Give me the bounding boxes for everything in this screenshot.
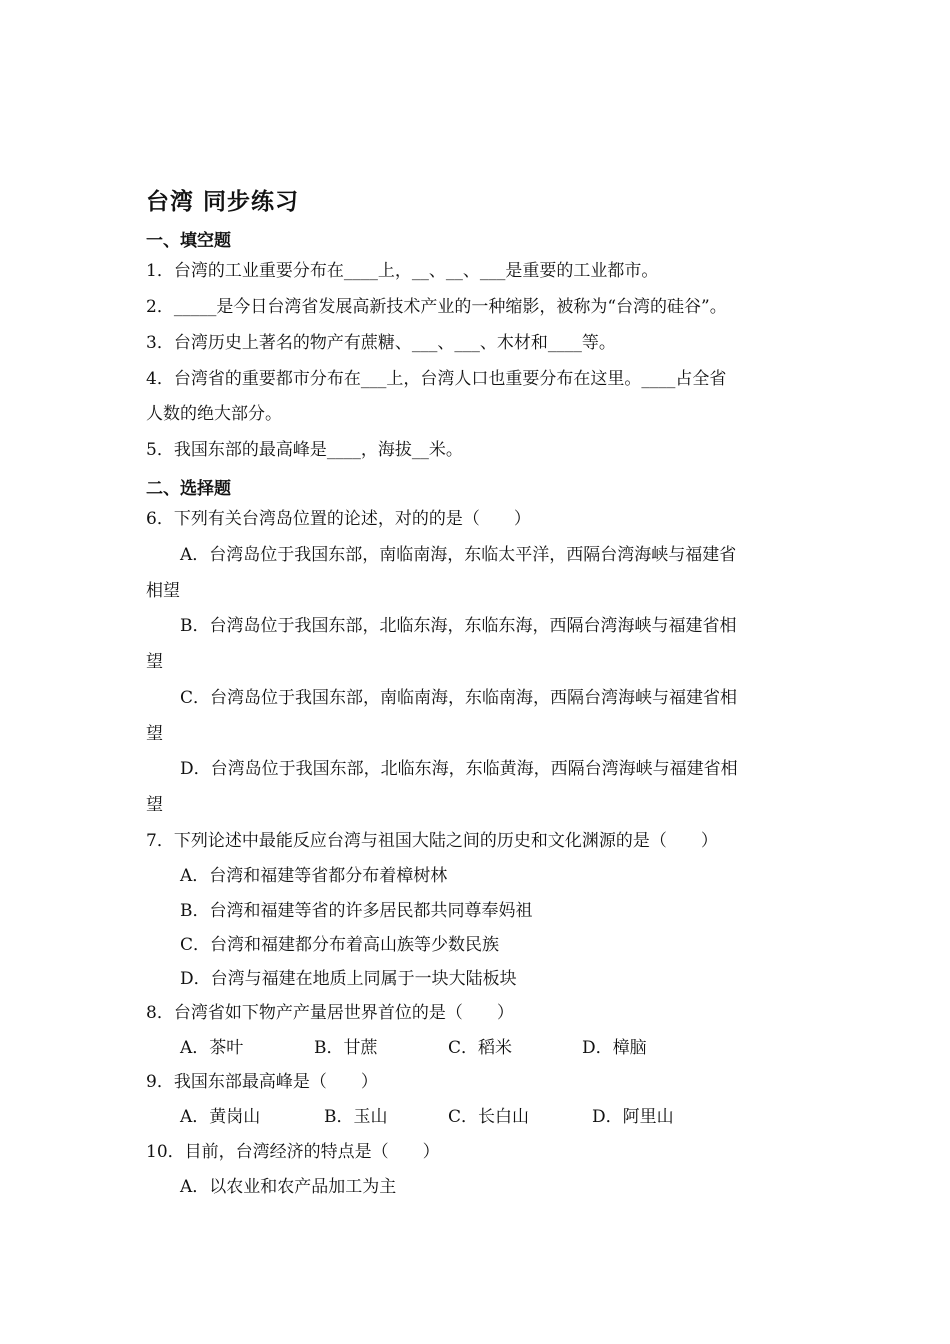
question-6-option-b-cont: 望 bbox=[146, 652, 163, 672]
question-9-options bbox=[180, 1105, 850, 1129]
question-8-option-d: D．樟脑 bbox=[582, 1038, 647, 1058]
question-6-option-b: B．台湾岛位于我国东部，北临东海，东临东海，西隔台湾海峡与福建省相 bbox=[180, 616, 737, 636]
question-6-option-c-cont: 望 bbox=[146, 724, 163, 744]
question-6-option-d: D．台湾岛位于我国东部，北临东海，东临黄海，西隔台湾海峡与福建省相 bbox=[180, 759, 738, 779]
question-6-option-c: C．台湾岛位于我国东部，南临南海，东临南海，西隔台湾海峡与福建省相 bbox=[180, 688, 738, 708]
question-8-option-c: C．稻米 bbox=[448, 1038, 513, 1058]
question-9: 9．我国东部最高峰是（ ） bbox=[146, 1072, 378, 1092]
question-5: 5．我国东部的最高峰是____，海拔__米。 bbox=[146, 440, 463, 460]
question-7-option-d: D．台湾与福建在地质上同属于一块大陆板块 bbox=[180, 969, 517, 989]
question-6-option-d-cont: 望 bbox=[146, 795, 163, 815]
question-4-line-1: 4．台湾省的重要都市分布在___上，台湾人口也重要分布在这里。____占全省 bbox=[146, 369, 727, 389]
question-3: 3．台湾历史上著名的物产有蔗糖、___、___、木材和____等。 bbox=[146, 333, 616, 353]
question-4-line-2: 人数的绝大部分。 bbox=[146, 404, 282, 424]
page-title: 台湾 同步练习 bbox=[146, 189, 300, 215]
question-6-option-a-cont: 相望 bbox=[146, 581, 180, 601]
question-7: 7．下列论述中最能反应台湾与祖国大陆之间的历史和文化渊源的是（ ） bbox=[146, 831, 718, 851]
question-6: 6．下列有关台湾岛位置的论述，对的的是（ ） bbox=[146, 509, 531, 529]
question-7-option-a: A．台湾和福建等省都分布着樟树林 bbox=[180, 866, 448, 886]
question-8: 8．台湾省如下物产产量居世界首位的是（ ） bbox=[146, 1003, 514, 1023]
question-7-option-c: C．台湾和福建都分布着高山族等少数民族 bbox=[180, 935, 500, 955]
question-7-option-b: B．台湾和福建等省的许多居民都共同尊奉妈祖 bbox=[180, 901, 533, 921]
question-2: 2．_____是今日台湾省发展高新技术产业的一种缩影，被称为“台湾的硅谷”。 bbox=[146, 297, 727, 317]
question-10-option-a: A．以农业和农产品加工为主 bbox=[180, 1177, 397, 1197]
question-8-options bbox=[180, 1036, 850, 1060]
question-1: 1．台湾的工业重要分布在____上，__、__、___是重要的工业都市。 bbox=[146, 261, 659, 281]
question-8-option-b: B．甘蔗 bbox=[314, 1038, 378, 1058]
question-6-option-a: A．台湾岛位于我国东部，南临南海，东临太平洋，西隔台湾海峡与福建省 bbox=[180, 545, 737, 565]
question-9-option-d: D．阿里山 bbox=[592, 1107, 674, 1127]
question-9-option-b: B．玉山 bbox=[324, 1107, 388, 1127]
question-9-option-a: A．黄岗山 bbox=[180, 1107, 261, 1127]
question-8-option-a: A．茶叶 bbox=[180, 1038, 244, 1058]
question-9-option-c: C．长白山 bbox=[448, 1107, 530, 1127]
section-heading-choice: 二、选择题 bbox=[146, 479, 231, 499]
question-10: 10．目前，台湾经济的特点是（ ） bbox=[146, 1142, 440, 1162]
section-heading-fill: 一、填空题 bbox=[146, 231, 231, 251]
